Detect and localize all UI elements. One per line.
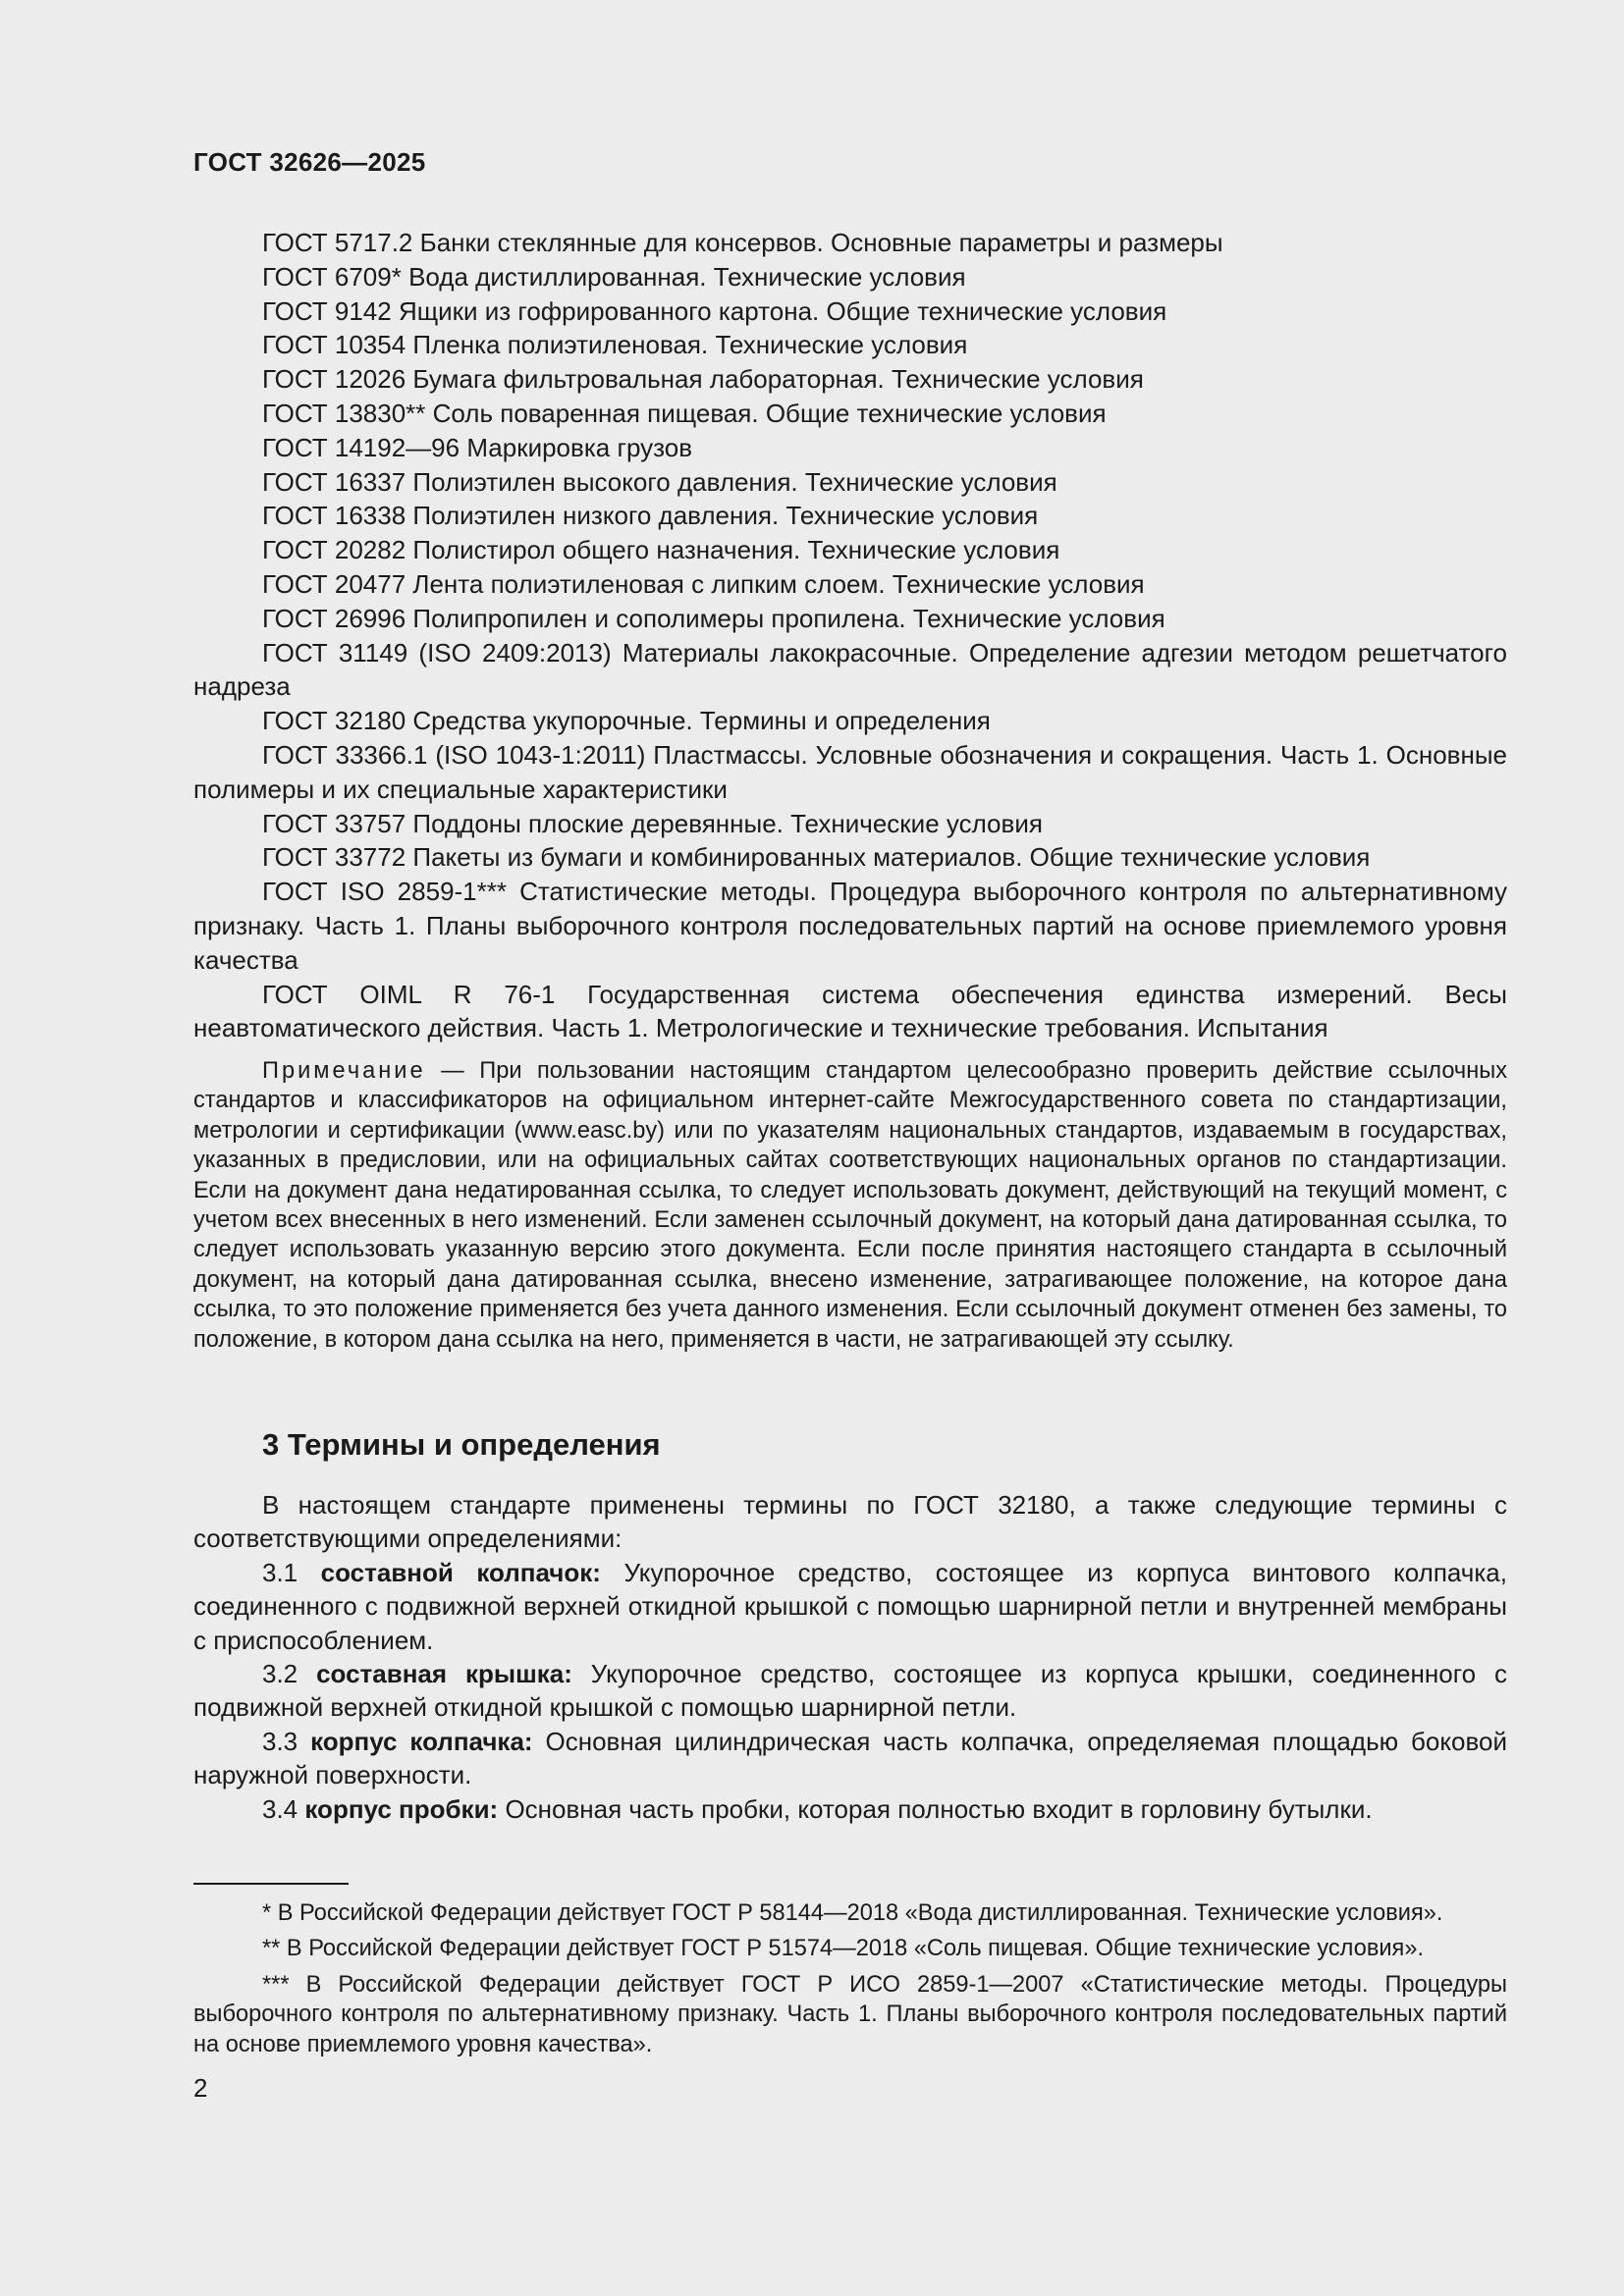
term-number: 3.4 (262, 1793, 298, 1824)
reference-title: Пластмассы. Условные обозначения и сокращения. Часть 1. Основные полимеры и их специальные характеристики (193, 739, 1507, 804)
footnote-item: *** В Российской Федерации действует ГОСТ Р ИСО 2859-1—2007 «Статистические методы. Процедуры выборочного контроля по альтернативному признаку. Часть 1. Планы выборочного контроля последовательных партий на основе приемлемого уровня качества». (193, 1971, 1507, 2057)
term-number: 3.2 (262, 1659, 298, 1689)
reference-item (193, 567, 1507, 602)
reference-code: ГОСТ 16337 (262, 466, 406, 497)
reference-title: Поддоны плоские деревянные. Технические условия (412, 808, 1043, 838)
term-number: 3.1 (262, 1557, 298, 1587)
footnote-separator (193, 1883, 349, 1885)
reference-item (193, 738, 1507, 807)
page-number: 2 (193, 2073, 208, 2103)
term-definition: Укупорочное средство, состоящее из корпуса крышки, соединенного с подвижной верхней откидной крышкой с помощью шарнирной петли. (193, 1659, 1507, 1723)
section-title: 3 Термины и определения (262, 1427, 661, 1462)
reference-code: ГОСТ 13830** (262, 398, 426, 428)
reference-item (193, 328, 1507, 362)
reference-title: Ящики из гофрированного картона. Общие технические условия (398, 295, 1167, 326)
reference-title: Соль поваренная пищевая. Общие технические условия (432, 398, 1107, 428)
reference-title: Полистирол общего назначения. Технические условия (412, 535, 1060, 565)
reference-item (193, 533, 1507, 567)
reference-title: Пленка полиэтиленовая. Технические условия (412, 330, 968, 360)
reference-title: Материалы лакокрасочные. Определение адгезии методом решетчатого надреза (193, 637, 1507, 702)
reference-item (193, 226, 1507, 260)
reference-item (193, 397, 1507, 431)
reference-code: ГОСТ 5717.2 (262, 228, 413, 257)
terms-section (193, 1488, 1507, 1826)
footnotes (193, 1898, 1507, 2065)
section-intro: В настоящем стандарте применены термины по ГОСТ 32180, а также следующие термины с соответствующими определениями: (193, 1490, 1507, 1554)
reference-item (193, 602, 1507, 636)
reference-code: ГОСТ OIML R 76-1 (262, 979, 556, 1009)
term-item (193, 1556, 1507, 1657)
reference-code: ГОСТ 32180 (262, 706, 406, 736)
term-item (193, 1657, 1507, 1725)
footnote-item: ** В Российской Федерации действует ГОСТ Р 51574—2018 «Соль пищевая. Общие технические условия». (262, 1936, 1425, 1962)
normative-references-list (193, 226, 1507, 1045)
reference-title: Бумага фильтровальная лабораторная. Технические условия (412, 364, 1144, 395)
term-name: составная крышка: (316, 1659, 572, 1689)
reference-title: Лента полиэтиленовая с липким слоем. Технические условия (412, 568, 1145, 599)
term-name: составной колпачок: (320, 1557, 601, 1587)
reference-item (193, 260, 1507, 294)
reference-item (193, 875, 1507, 977)
document-header: ГОСТ 32626—2025 (193, 147, 426, 177)
term-item (193, 1725, 1507, 1792)
reference-title: Маркировка грузов (466, 432, 693, 462)
reference-code: ГОСТ 20477 (262, 568, 406, 599)
reference-item (193, 294, 1507, 329)
reference-title: Полиэтилен низкого давления. Технические условия (412, 501, 1039, 531)
term-definition: Укупорочное средство, состоящее из корпуса винтового колпачка, соединенного с подвижной верхней откидной крышкой с помощью шарнирной петли и внутренней мембраны с приспособлением. (193, 1557, 1507, 1655)
term-definition: Основная часть пробки, которая полностью входит в горловину бутылки. (505, 1793, 1373, 1824)
reference-code: ГОСТ 31149 (ISO 2409:2013) (262, 637, 612, 667)
reference-code: ГОСТ 33757 (262, 808, 406, 838)
footnote-item: * В Российской Федерации действует ГОСТ Р 58144—2018 «Вода дистиллированная. Технические условия». (262, 1900, 1443, 1926)
reference-item (193, 636, 1507, 705)
reference-item (193, 978, 1507, 1046)
term-name: корпус колпачка: (310, 1726, 533, 1756)
reference-item (193, 431, 1507, 465)
reference-item (193, 499, 1507, 533)
note-text: — При пользовании настоящим стандартом целесообразно проверить действие ссылочных стандартов и классификаторов на официальном интернет-сайте Межгосударственного совета по стандартизации, метрологии и сертификации (www.easc.by) или по указателям национальных стандартов, издаваемым в государствах, указанных в предисловии, или на официальных сайтах соответствующих национальных органов по стандартизации. Если на документ дана недатированная ссылка, то следует использовать документ, действующий на текущий момент, с учетом всех внесенных в него изменений. Если заменен ссылочный документ, на который дана датированная ссылка, то следует использовать указанную версию этого документа. Если после принятия настоящего стандарта в ссылочный документ, на который дана датированная ссылка, внесено изменение, затрагивающее положение, на которое дана ссылка, то это положение применяется без учета данного изменения. Если ссылочный документ отменен без замены, то положение, в котором дана ссылка на него, применяется в части, не затрагивающей эту ссылку. (193, 1058, 1507, 1353)
note-block (193, 1056, 1507, 1355)
note-paragraph (193, 1056, 1507, 1355)
note-label: Примечание (262, 1058, 426, 1084)
term-number: 3.3 (262, 1726, 298, 1756)
reference-title: Статистические методы. Процедура выборочного контроля по альтернативному признаку. Часть 1. Планы выборочного контроля последовательных партий на основе приемлемого уровня качества (193, 877, 1507, 975)
reference-code: ГОСТ 6709* (262, 261, 402, 292)
reference-code: ГОСТ ISO 2859-1*** (262, 877, 507, 907)
reference-title: Пакеты из бумаги и комбинированных материалов. Общие технические условия (412, 842, 1371, 873)
reference-code: ГОСТ 33772 (262, 842, 406, 873)
reference-item (193, 807, 1507, 841)
reference-code: ГОСТ 9142 (262, 295, 392, 326)
reference-item (193, 840, 1507, 875)
reference-code: ГОСТ 10354 (262, 330, 406, 360)
reference-code: ГОСТ 16338 (262, 501, 406, 531)
reference-title: Вода дистиллированная. Технические условия (408, 261, 966, 292)
term-name: корпус пробки: (304, 1793, 499, 1824)
reference-title: Средства укупорочные. Термины и определения (412, 706, 991, 736)
reference-item (193, 465, 1507, 500)
reference-item (193, 362, 1507, 397)
term-definition: Основная цилиндрическая часть колпачка, определяемая площадью боковой наружной поверхности. (193, 1726, 1508, 1790)
reference-title: Банки стеклянные для консервов. Основные параметры и размеры (419, 228, 1223, 257)
reference-title: Государственная система обеспечения единства измерений. Весы неавтоматического действия. Часть 1. Метрологические и технические требования. Испытания (193, 979, 1507, 1043)
reference-item (193, 704, 1507, 738)
reference-code: ГОСТ 12026 (262, 364, 406, 395)
reference-title: Полипропилен и сополимеры пропилена. Технические условия (412, 603, 1165, 633)
reference-title: Полиэтилен высокого давления. Технические условия (412, 466, 1057, 497)
reference-code: ГОСТ 20282 (262, 535, 406, 565)
reference-code: ГОСТ 33366.1 (ISO 1043-1:2011) (262, 739, 646, 770)
reference-code: ГОСТ 26996 (262, 603, 406, 633)
reference-code: ГОСТ 14192—96 (262, 432, 460, 462)
term-item (193, 1792, 1507, 1826)
